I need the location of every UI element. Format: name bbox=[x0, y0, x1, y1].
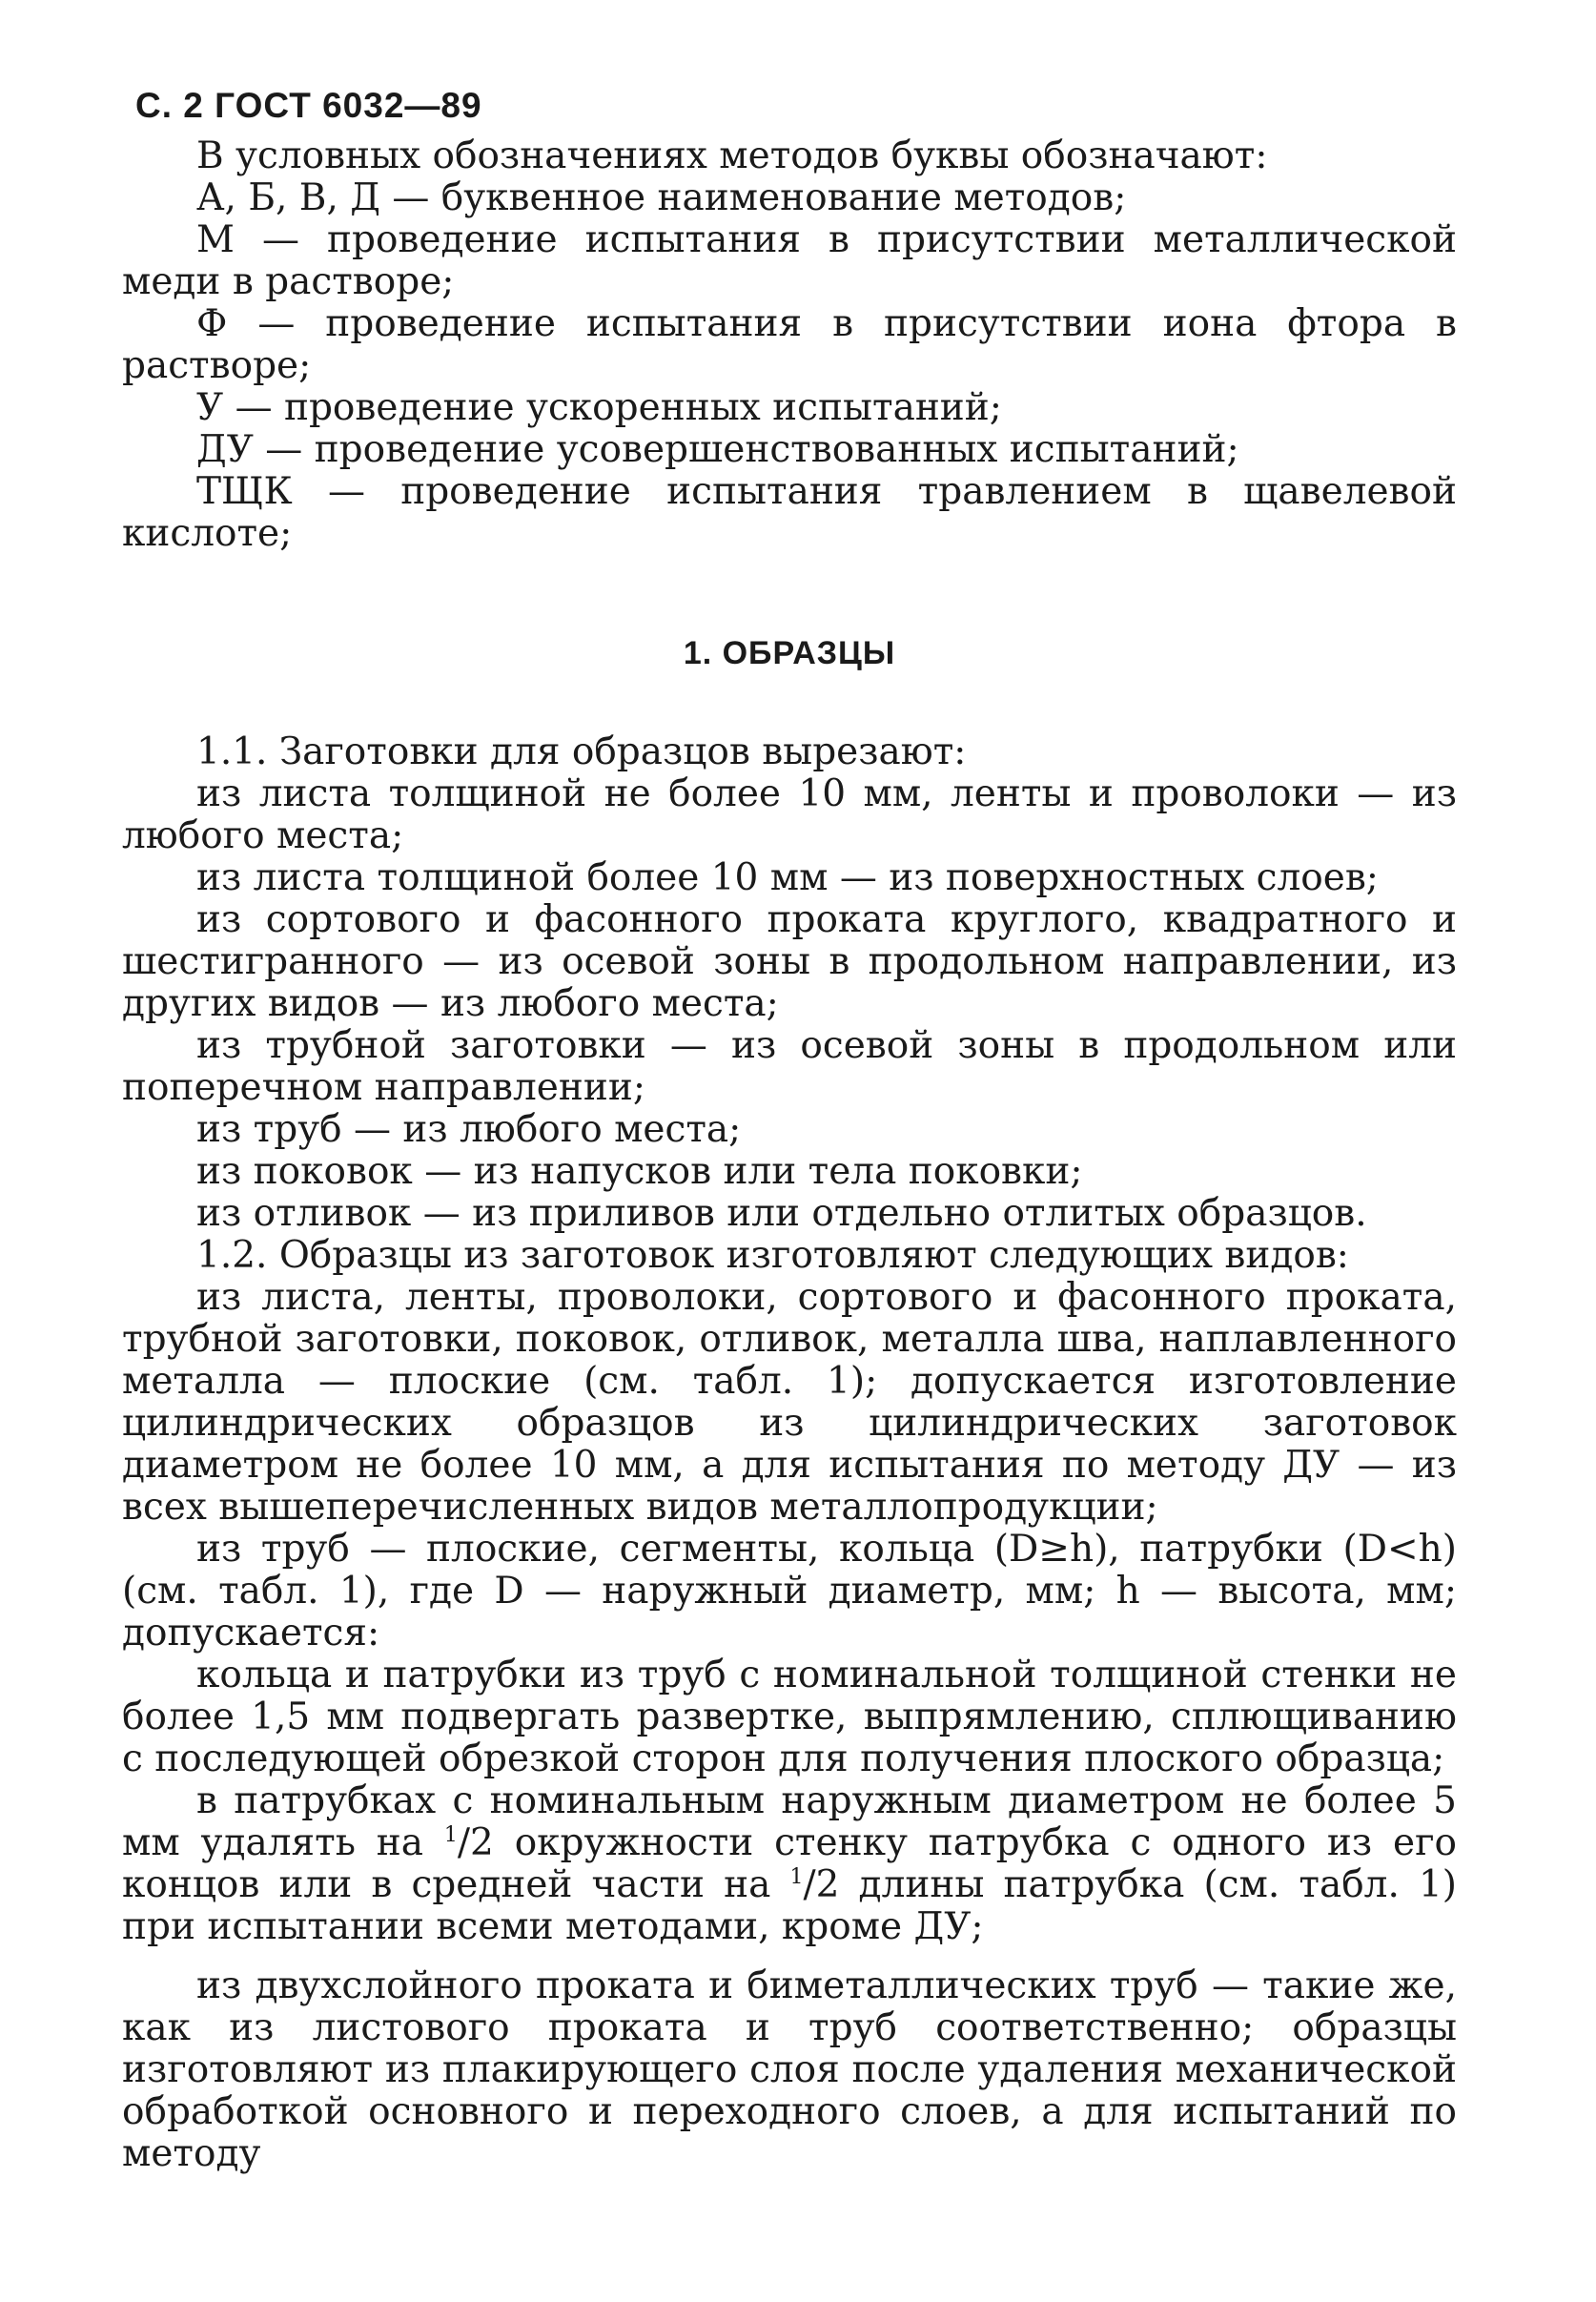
paragraph: из листа, ленты, проволоки, сортового и фасонного проката, трубной заготовки, поковок, отливок, металла шва, наплавленного металла — плоские (см. табл. 1); допускается изготовление цилиндрических образцов из цилиндрических заготовок диаметром не более 10 мм, а для испытания по методу ДУ — из всех вышеперечисленных видов металлопродукции; bbox=[122, 1276, 1457, 1529]
paragraph: из труб — плоские, сегменты, кольца (D≥h), патрубки (D<h) (см. табл. 1), где D — наружный диаметр, мм; h — высота, мм; допускается: bbox=[122, 1528, 1457, 1655]
intro-line: У — проведение ускоренных испытаний; bbox=[196, 386, 1002, 429]
intro-line: В условных обозначениях методов буквы обозначают: bbox=[196, 134, 1268, 177]
text-run: /2 окружности стенку патрубка с одного из его концов или в средней части на bbox=[122, 1821, 1457, 1906]
list-item: из труб — из любого места; bbox=[196, 1108, 742, 1151]
paragraph: из двухслойного проката и биметаллических труб — такие же, как из листового проката и труб соответственно; образцы изготовляют из плакирующего слоя после удаления механической обработкой основного и переходного слоев, а для испытаний по методу bbox=[122, 1964, 1457, 2175]
page-header: С. 2 ГОСТ 6032—89 bbox=[135, 86, 482, 125]
intro-block bbox=[122, 135, 1457, 555]
superscript: 1 bbox=[443, 1823, 458, 1847]
intro-line: М — проведение испытания в присутствии металлической меди в растворе; bbox=[122, 218, 1457, 303]
text-run: в патрубках с номинальным наружным диаметром не более 5 мм удалять на bbox=[122, 1779, 1457, 1864]
list-item: из сортового и фасонного проката круглого, квадратного и шестигранного — из осевой зоны в продольном направлении, из других видов — из любого места; bbox=[122, 898, 1457, 1025]
superscript: 1 bbox=[789, 1865, 804, 1889]
document-page bbox=[122, 86, 1457, 2175]
section-1-1 bbox=[122, 731, 1457, 1235]
intro-line: Ф — проведение испытания в присутствии иона фтора в растворе; bbox=[122, 302, 1457, 387]
list-item: из отливок — из приливов или отдельно отлитых образцов. bbox=[196, 1192, 1367, 1235]
intro-line: ДУ — проведение усовершенствованных испытаний; bbox=[196, 428, 1239, 471]
list-item: из поковок — из напусков или тела поковки; bbox=[196, 1150, 1083, 1193]
clause-lead: 1.2. Образцы из заготовок изготовляют следующих видов: bbox=[196, 1234, 1349, 1277]
intro-line: А, Б, В, Д — буквенное наименование методов; bbox=[196, 176, 1127, 219]
list-item: из трубной заготовки — из осевой зоны в продольном или поперечном направлении; bbox=[122, 1024, 1457, 1109]
list-item: из листа толщиной не более 10 мм, ленты и проволоки — из любого места; bbox=[122, 772, 1457, 857]
section-title: 1. ОБРАЗЦЫ bbox=[683, 635, 896, 671]
text-run: /2 длины патрубка (см. табл. 1) при испытании всеми методами, кроме ДУ; bbox=[122, 1863, 1457, 1948]
paragraph: кольца и патрубки из труб с номинальной толщиной стенки не более 1,5 мм подвергать развертке, выпрямлению, сплющиванию с последующей обрезкой сторон для получения плоского образца; bbox=[122, 1654, 1457, 1780]
intro-line: ТЩК — проведение испытания травлением в щавелевой кислоте; bbox=[122, 470, 1457, 555]
list-item: из листа толщиной более 10 мм — из поверхностных слоев; bbox=[196, 856, 1379, 899]
clause-lead: 1.1. Заготовки для образцов вырезают: bbox=[196, 730, 967, 773]
paragraph bbox=[122, 1780, 1457, 1948]
section-1-2 bbox=[122, 1235, 1457, 2175]
